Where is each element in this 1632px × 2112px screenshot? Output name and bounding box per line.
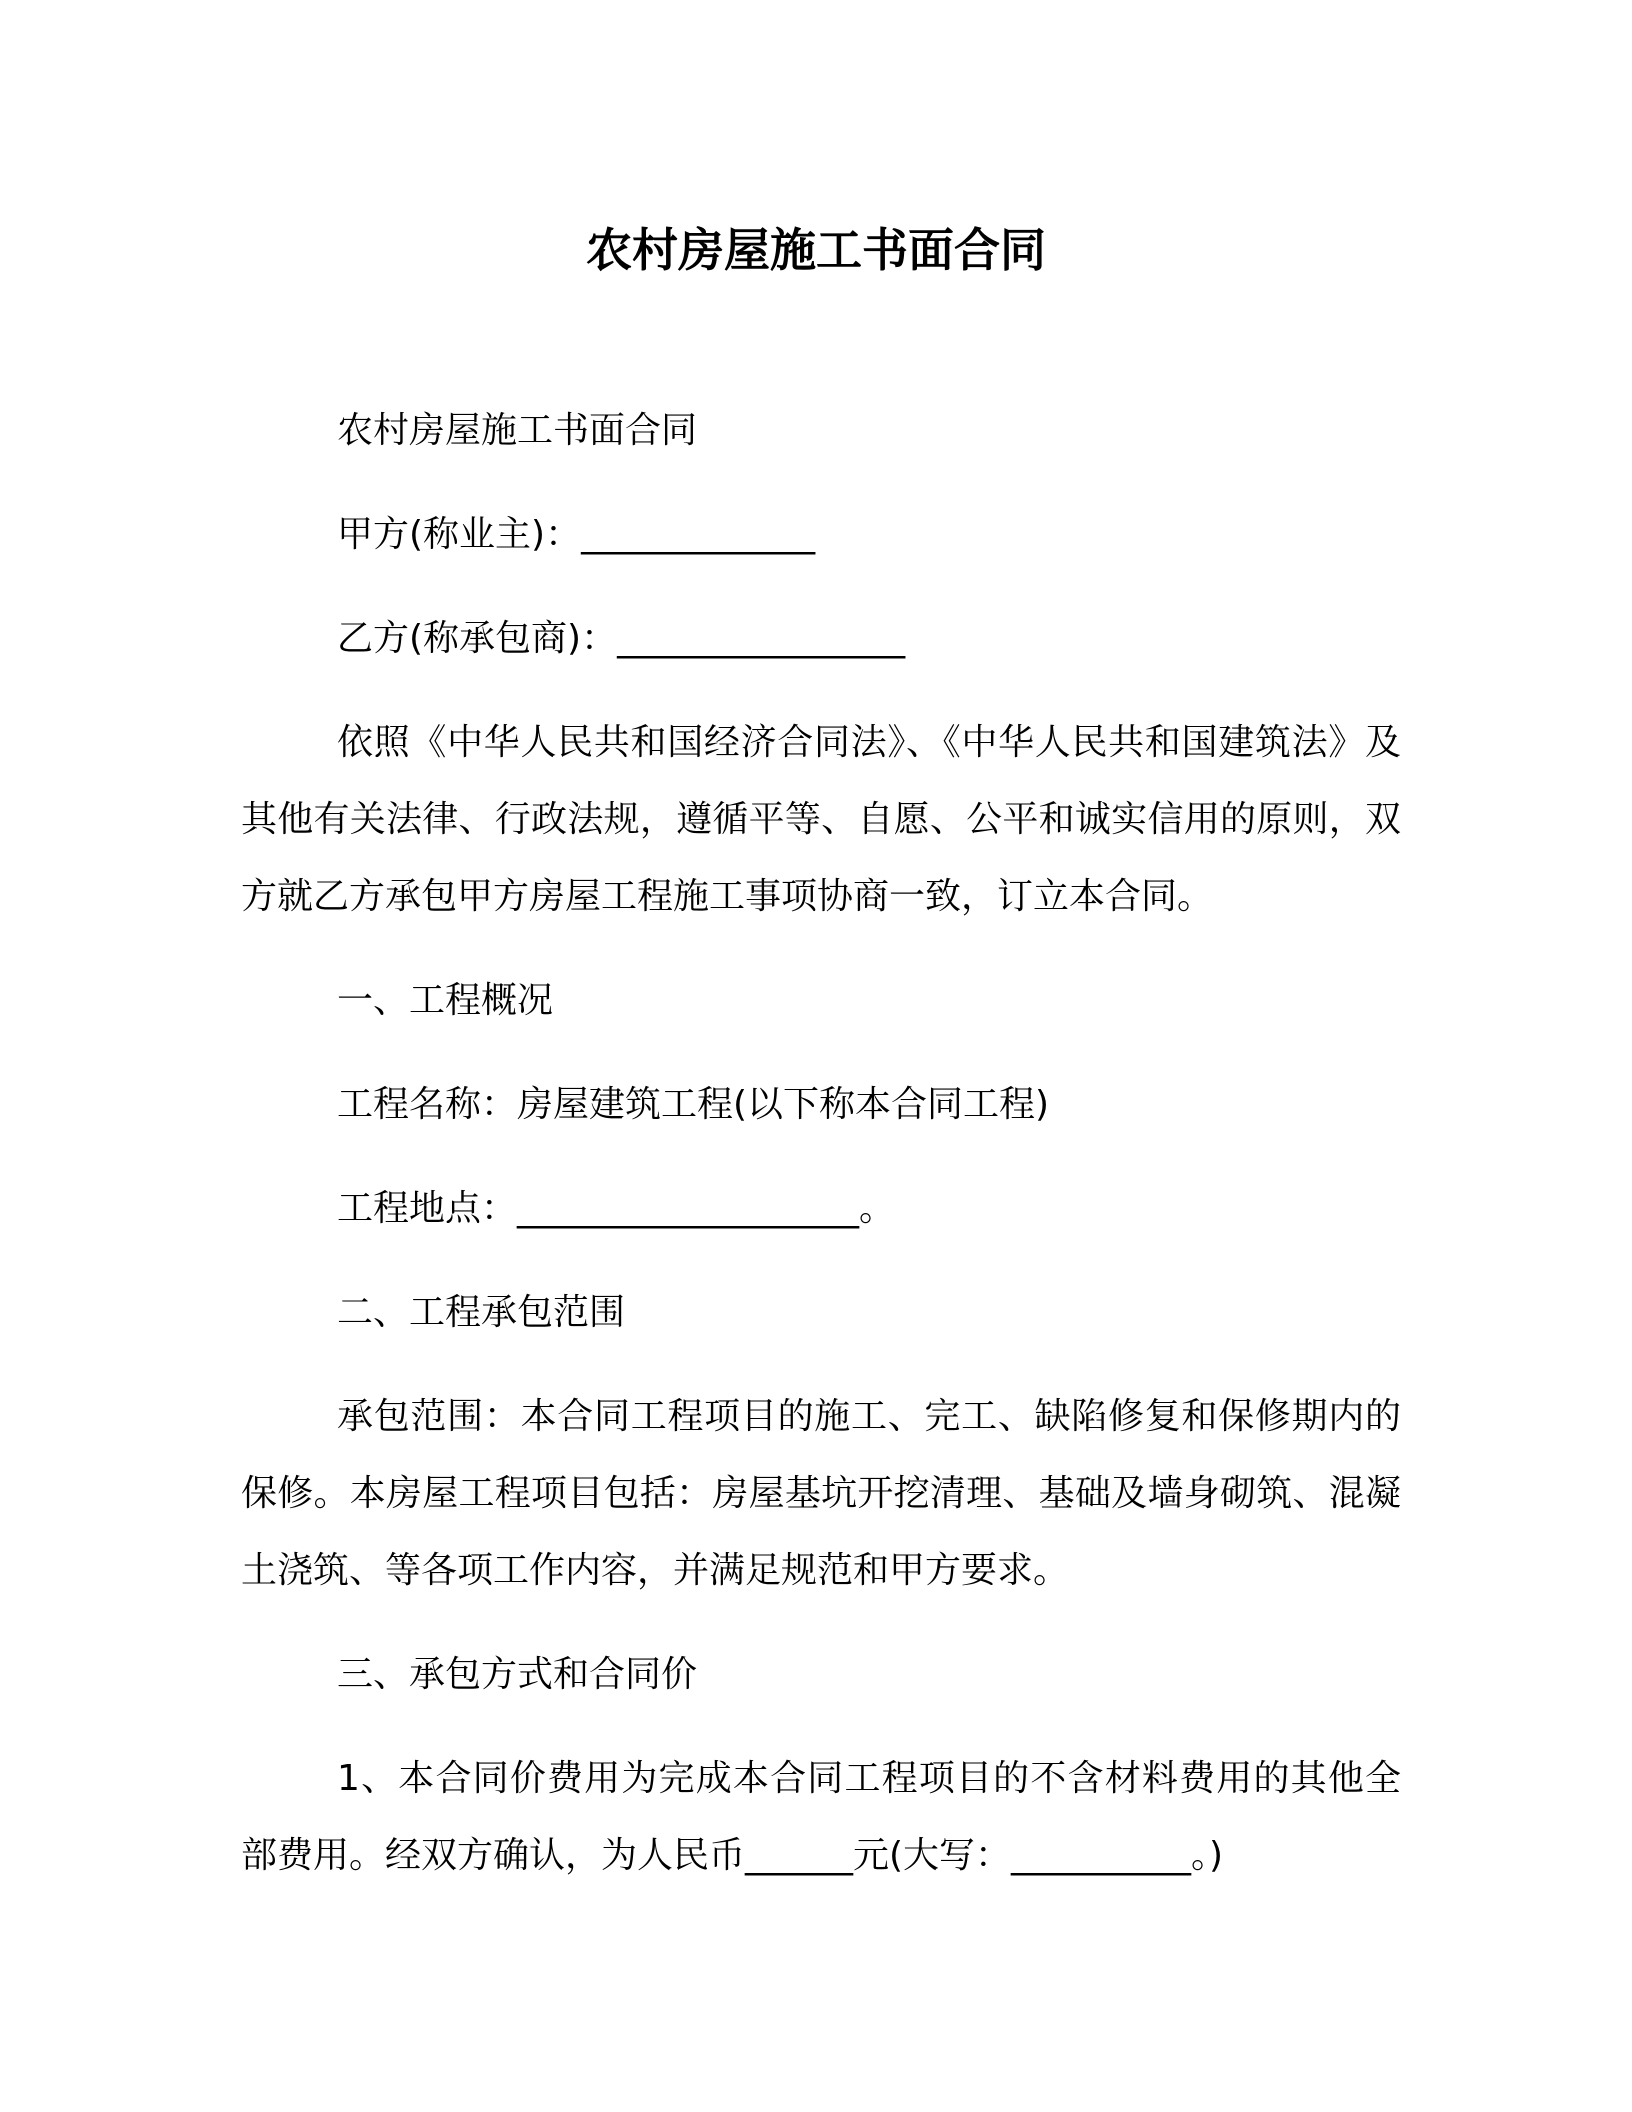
paragraph-party-a: 甲方(称业主)：_____________	[337, 514, 816, 555]
document-body	[241, 392, 1401, 1921]
section-heading-scope: 二、工程承包范围	[337, 1292, 626, 1333]
section-heading-contract-price: 三、承包方式和合同价	[337, 1654, 698, 1695]
document-title: 农村房屋施工书面合同	[586, 223, 1046, 277]
section-heading-project-overview: 一、工程概况	[337, 980, 554, 1021]
paragraph-party-b: 乙方(称承包商)：________________	[337, 618, 906, 659]
paragraph-contract-price: 1、本合同价费用为完成本合同工程项目的不含材料费用的其他全部费用。经双方确认，为人民币______元(大写：__________。)	[241, 1758, 1401, 1876]
paragraph-legal-basis: 依照《中华人民共和国经济合同法》、《中华人民共和国建筑法》及其他有关法律、行政法规，遵循平等、自愿、公平和诚实信用的原则，双方就乙方承包甲方房屋工程施工事项协商一致，订立本合同。	[241, 722, 1401, 917]
paragraph-heading-repeat: 农村房屋施工书面合同	[337, 410, 698, 451]
paragraph-project-location: 工程地点：___________________。	[337, 1188, 896, 1229]
paragraph-project-name: 工程名称：房屋建筑工程(以下称本合同工程)	[337, 1084, 1050, 1125]
paragraph-scope-details: 承包范围：本合同工程项目的施工、完工、缺陷修复和保修期内的保修。本房屋工程项目包括：房屋基坑开挖清理、基础及墙身砌筑、混凝土浇筑、等各项工作内容，并满足规范和甲方要求。	[241, 1396, 1401, 1591]
